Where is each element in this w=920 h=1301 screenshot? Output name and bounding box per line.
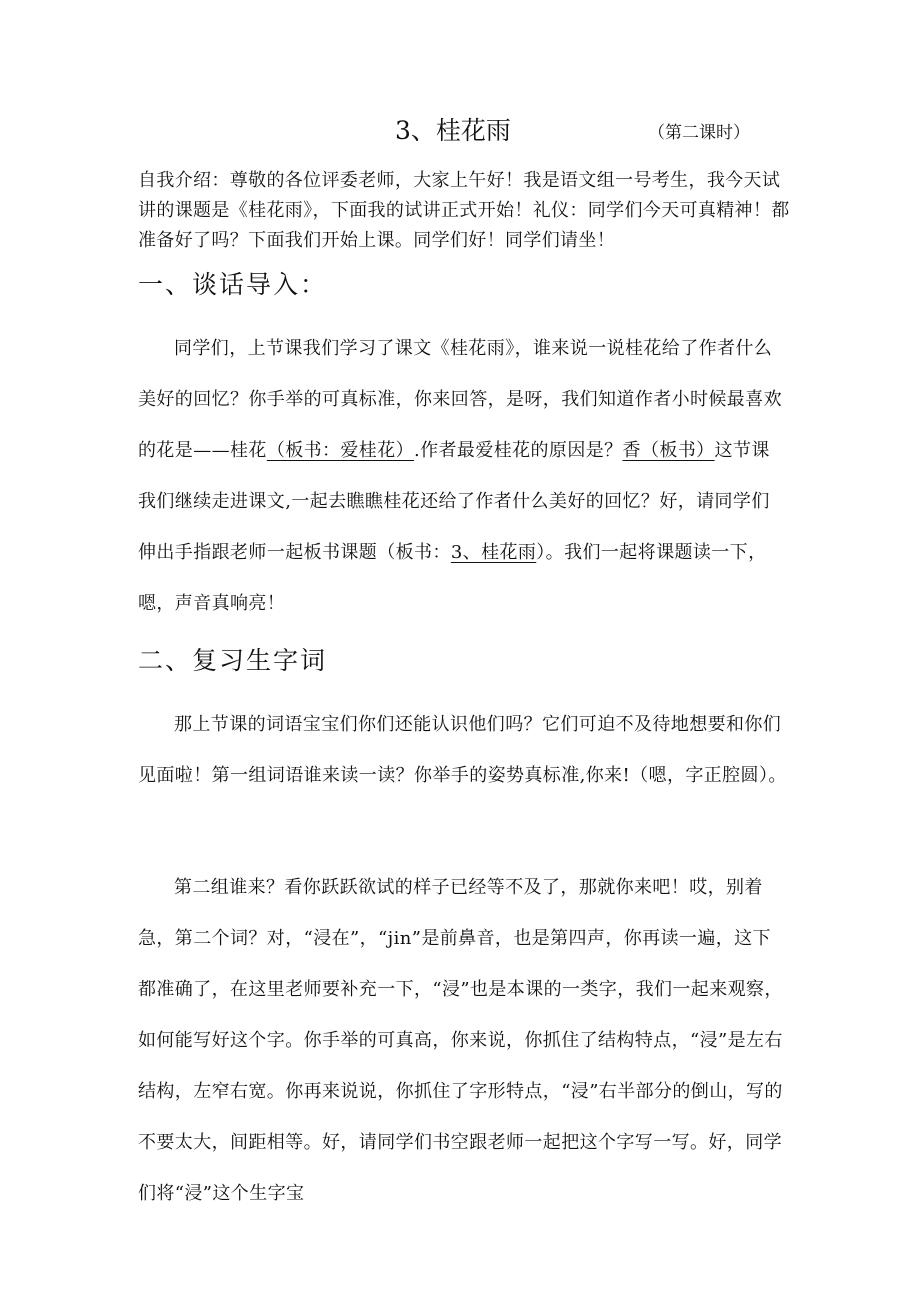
title-row <box>0 113 920 153</box>
lesson-period: （第二课时） <box>648 123 750 143</box>
self-introduction <box>138 166 798 256</box>
section1-text-a: 同学们，上节课我们学习了课文《桂花雨》，谁来说一说桂花给了作者什么美好的回忆？你手举的可真标准，你来回答，是呀，我们知道作者小时候最喜欢的花是——桂花 <box>138 338 782 461</box>
blackboard-note-title: 3、桂花雨 <box>450 542 537 563</box>
section2-paragraph-2: 第二组谁来？看你跃跃欲试的样子已经等不及了，那就你来吧！哎，别着急，第二个词？对，“浸在”，“jin”是前鼻音，也是第四声，你再读一遍，这下都准确了，在这里老师要补充一下，“浸”也是本课的一类字，我们一起来观察，如何能写好这个字。你手举的可真高，你来说，你抓住了结构特点，“浸”是左右结构，左窄右宽。你再来说说，你抓住了字形特点，“浸”右半部分的倒山，写的不要太大，间距相等。好，请同学们书空跟老师一起把这个字写一写。好，同学们将“浸”这个生字宝 <box>138 877 783 1204</box>
intro-text: 自我介绍：尊敬的各位评委老师，大家上午好！我是语文组一号考生，我今天试讲的课题是《桂花雨》，下面我的试讲正式开始！礼仪：同学们今天可真精神！都准备好了吗？下面我们开始上课。同学们好！同学们请坐！ <box>138 170 790 251</box>
section2-paragraph-1: 那上节课的词语宝宝们你们还能认识他们吗？它们可迫不及待地想要和你们见面啦！第一组词语谁来读一读？你举手的姿势真标准,你来!（嗯，字正腔圆）。 <box>138 714 787 786</box>
section1-paragraph <box>138 323 788 629</box>
section1-text-d: ）。我们一起将课题读一下，嗯，声音真响亮！ <box>138 542 767 614</box>
section-heading-2: 二、复习生字词 <box>138 646 328 675</box>
lesson-title: 3、桂花雨 <box>395 116 511 145</box>
blackboard-note-fragrance: 香（板书） <box>622 440 715 461</box>
section1-text-c: 这节课我们继续走进课文,一起去瞧瞧桂花还给了作者什么美好的回忆？好，请同学们伸出手指跟老师一起板书课题（板书： <box>138 440 770 563</box>
blackboard-note-love-osmanthus: （板书：爱桂花） <box>266 440 415 461</box>
section-heading-1: 一、谈话导入： <box>138 270 328 299</box>
section1-text-b: .作者最爱桂花的原因是？ <box>414 440 623 461</box>
